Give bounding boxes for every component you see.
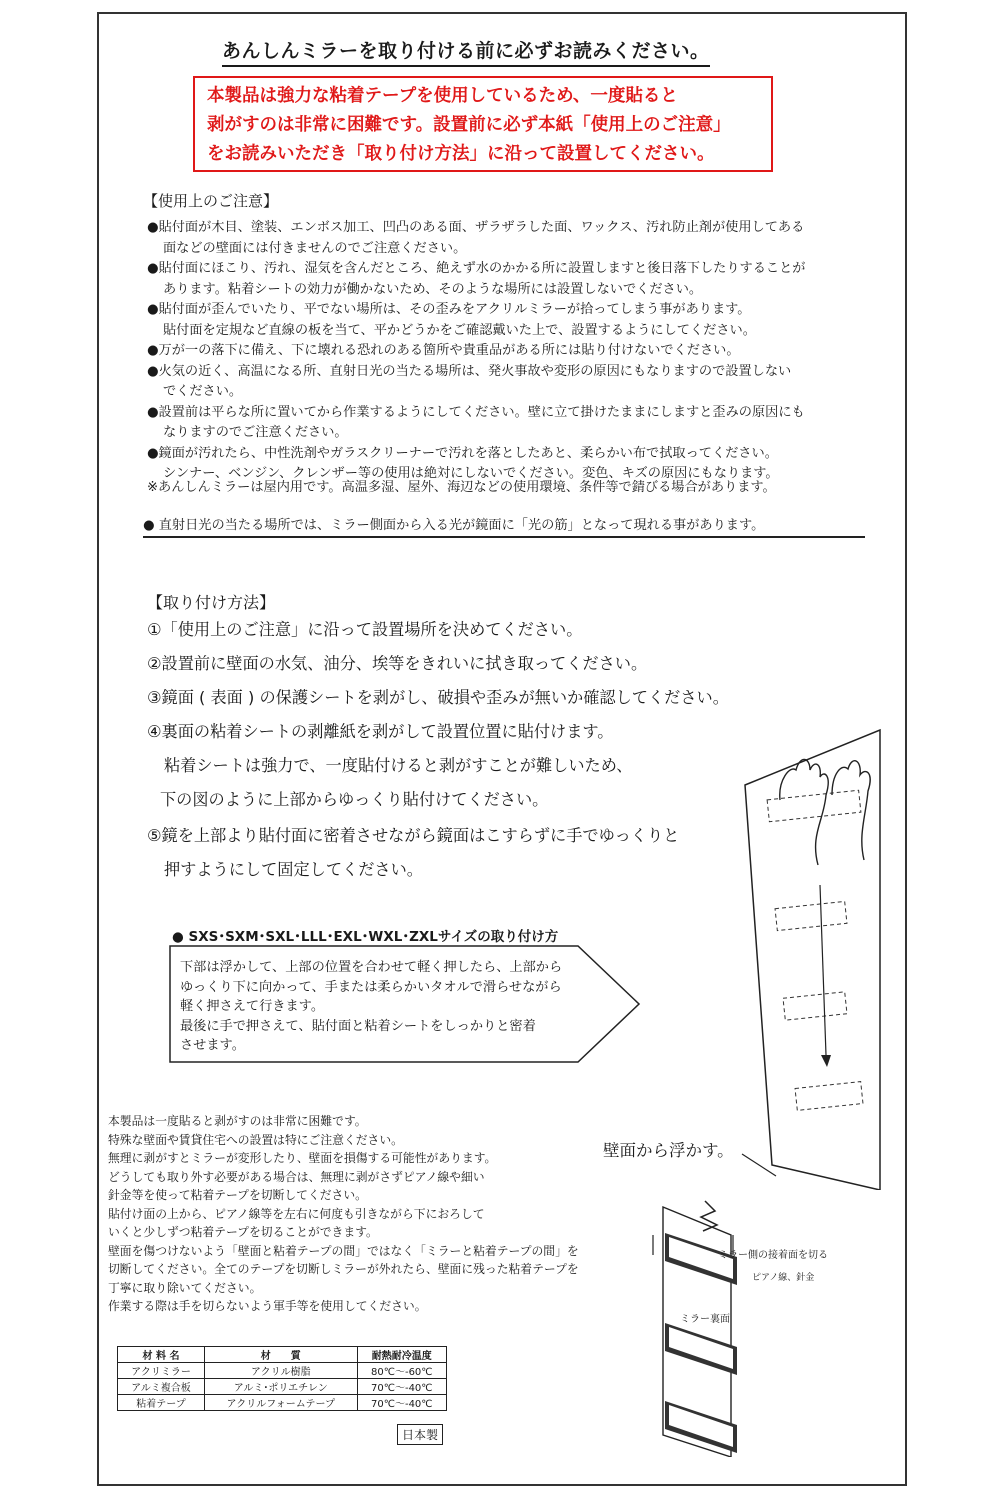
- step: ①「使用上のご注意」に沿って設置場所を決めてください。: [147, 620, 583, 639]
- removal-line: 本製品は一度貼ると剥がすのは非常に困難です。: [108, 1114, 367, 1128]
- install-heading: 【取り付け方法】: [147, 593, 276, 612]
- removal-line: 作業する際は手を切らないよう軍手等を使用してください。: [108, 1299, 427, 1313]
- diagram-label-cut: ミラー側の接着面を切る: [718, 1250, 828, 1261]
- warning-box: [193, 76, 773, 172]
- step: ⑤鏡を上部より貼付面に密着させながら鏡面はこすらずに手でゆっくりと: [147, 826, 680, 845]
- sunlight-note-bar: [143, 514, 865, 538]
- instruction-line: させます。: [180, 1038, 245, 1053]
- caution-line: シンナー、ベンジン、クレンザー等の使用は絶対にしないでください。変色、キズの原因にもなります。: [163, 466, 779, 481]
- step: ②設置前に壁面の水気、油分、埃等をきれいに拭き取ってください。: [147, 654, 648, 673]
- table-header-row: [118, 1347, 447, 1363]
- table-cell: アクリミラー: [118, 1363, 205, 1379]
- removal-line: 切断してください。全てのテープを切断しミラーが外れたら、壁面に残った粘着テープを: [108, 1262, 579, 1276]
- diagram-label-wire: ピアノ線、針金: [752, 1273, 815, 1283]
- table-cell: 80℃～-60℃: [357, 1363, 446, 1379]
- instruction-line: 軽く押さえて行きます。: [180, 999, 325, 1014]
- table-header: 材 質: [204, 1347, 357, 1363]
- pointer-line: [740, 1150, 780, 1180]
- caution-line: ●貼付面にほこり、汚れ、湿気を含んだところ、絶えず水のかかる所に設置しますと後日落下したりすることが: [147, 261, 806, 276]
- size-instructions: [180, 958, 562, 1056]
- removal-line: 丁寧に取り除いてください。: [108, 1280, 262, 1295]
- step: 押すようにして固定してください。: [164, 860, 423, 879]
- cautions-heading: 【使用上のご注意】: [143, 192, 279, 210]
- removal-line: 特殊な壁面や賃貸住宅への設置は特にご注意ください。: [108, 1132, 403, 1147]
- size-heading: ● SXS･SXM･SXL･LLL･EXL･WXL･ZXLサイズの取り付け方: [172, 929, 559, 945]
- instruction-line: ゆっくり下に向かって、手または柔らかいタオルで滑らせながら: [180, 979, 562, 995]
- warning-line: をお読みいただき「取り付け方法」に沿って設置してください。: [207, 144, 715, 164]
- float-label: 壁面から浮かす。: [603, 1141, 734, 1160]
- table-header: 材 料 名: [118, 1347, 205, 1363]
- table-cell: アルミ複合板: [118, 1379, 205, 1395]
- removal-line: どうしても取り外す必要がある場合は、無理に剥がさずピアノ線や細い: [108, 1169, 485, 1184]
- table-header: 耐熱耐冷温度: [357, 1347, 446, 1363]
- table-cell: アクリル樹脂: [204, 1363, 357, 1379]
- caution-line: なりますのでご注意ください。: [163, 425, 348, 440]
- warning-line: 剥がすのは非常に困難です。設置前に必ず本紙「使用上のご注意」: [207, 115, 731, 135]
- step: ④裏面の粘着シートの剥離紙を剥がして設置位置に貼付けます。: [147, 722, 614, 741]
- removal-line: いくと少しずつ粘着テープを切ることができます。: [108, 1225, 378, 1239]
- step: 下の図のように上部からゆっくり貼付けてください。: [160, 790, 549, 809]
- table-cell: 70℃～-40℃: [357, 1379, 446, 1395]
- table-cell: 粘着テープ: [118, 1395, 205, 1411]
- step: 粘着シートは強力で、一度貼付けると剥がすことが難しいため、: [164, 756, 633, 775]
- diagram-label-back: ミラー裏面: [680, 1314, 730, 1325]
- removal-line: 無理に剥がすとミラーが変形したり、壁面を損傷する可能性があります。: [108, 1151, 497, 1165]
- warning-line: 本製品は強力な粘着テープを使用しているため、一度貼ると: [207, 86, 678, 106]
- page-title: あんしんミラーを取り付ける前に必ずお読みください。: [222, 36, 710, 67]
- caution-line: あります。粘着シートの効力が働かないため、そのような場所には設置しないでください。: [163, 281, 703, 297]
- instruction-line: 最後に手で押さえて、貼付面と粘着シートをしっかりと密着: [180, 1018, 536, 1034]
- removal-line: 壁面を傷つけないよう「壁面と粘着テープの間」ではなく「ミラーと粘着テープの間」を: [108, 1243, 579, 1258]
- caution-line: 面などの壁面には付きませんのでご注意ください。: [163, 240, 467, 256]
- made-in-badge: 日本製: [397, 1424, 443, 1445]
- table-row: [118, 1363, 447, 1379]
- caution-line: ●貼付面が歪んでいたり、平でない場所は、その歪みをアクリルミラーが拾ってしまう事があります。: [147, 302, 751, 317]
- table-row: [118, 1395, 447, 1411]
- mirror-install-illustration: [740, 725, 890, 1190]
- caution-line: ●設置前は平らな所に置いてから作業するようにしてください。壁に立て掛けたままにしますと歪みの原因にも: [147, 404, 805, 420]
- removal-line: 針金等を使って粘着テープを切断してください。: [108, 1188, 367, 1202]
- cautions-list: [147, 218, 805, 485]
- leader-line: [742, 1154, 776, 1176]
- instruction-line: 下部は浮かして、上部の位置を合わせて軽く押したら、上部から: [180, 960, 563, 975]
- mirror-back-diagram: [645, 1195, 745, 1457]
- caution-line: でください。: [163, 384, 243, 399]
- removal-line: 貼付け面の上から、ピアノ線等を左右に何度も引きながら下におろして: [108, 1206, 485, 1221]
- removal-notes: [108, 1112, 579, 1316]
- caution-line: ●鏡面が汚れたら、中性洗剤やガラスクリーナーで汚れを落としたあと、柔らかい布で拭取ってください。: [147, 445, 778, 461]
- table-cell: 70℃～-40℃: [357, 1395, 446, 1411]
- caution-line: ●火気の近く、高温になる所、直射日光の当たる場所は、発火事故や変形の原因にもなりますので設置しない: [147, 363, 792, 379]
- caution-line: 貼付面を定規など直線の板を当て、平かどうかをご確認戴いた上で、設置するようにしてください。: [163, 322, 756, 338]
- table-row: [118, 1379, 447, 1395]
- indoor-note: ※あんしんミラーは屋内用です。高温多湿、屋外、海辺などの使用環境、条件等で錆びる場合があります。: [147, 480, 776, 495]
- table-cell: アルミ･ポリエチレン: [204, 1379, 357, 1395]
- table-cell: アクリルフォームテープ: [204, 1395, 357, 1411]
- materials-table: [117, 1346, 447, 1411]
- sunlight-note: ● 直射日光の当たる場所では、ミラー側面から入る光が鏡面に「光の筋」となって現れる事があります。: [143, 518, 765, 533]
- caution-line: ●万が一の落下に備え、下に壊れる恐れのある箇所や貴重品がある所には貼り付けないでください。: [147, 343, 740, 358]
- caution-line: ●貼付面が木目、塗装、エンボス加工、凹凸のある面、ザラザラした面、ワックス、汚れ防止剤が使用してある: [147, 220, 805, 235]
- step: ③鏡面 ( 表面 ) の保護シートを剥がし、破損や歪みが無いか確認してください。: [147, 688, 729, 707]
